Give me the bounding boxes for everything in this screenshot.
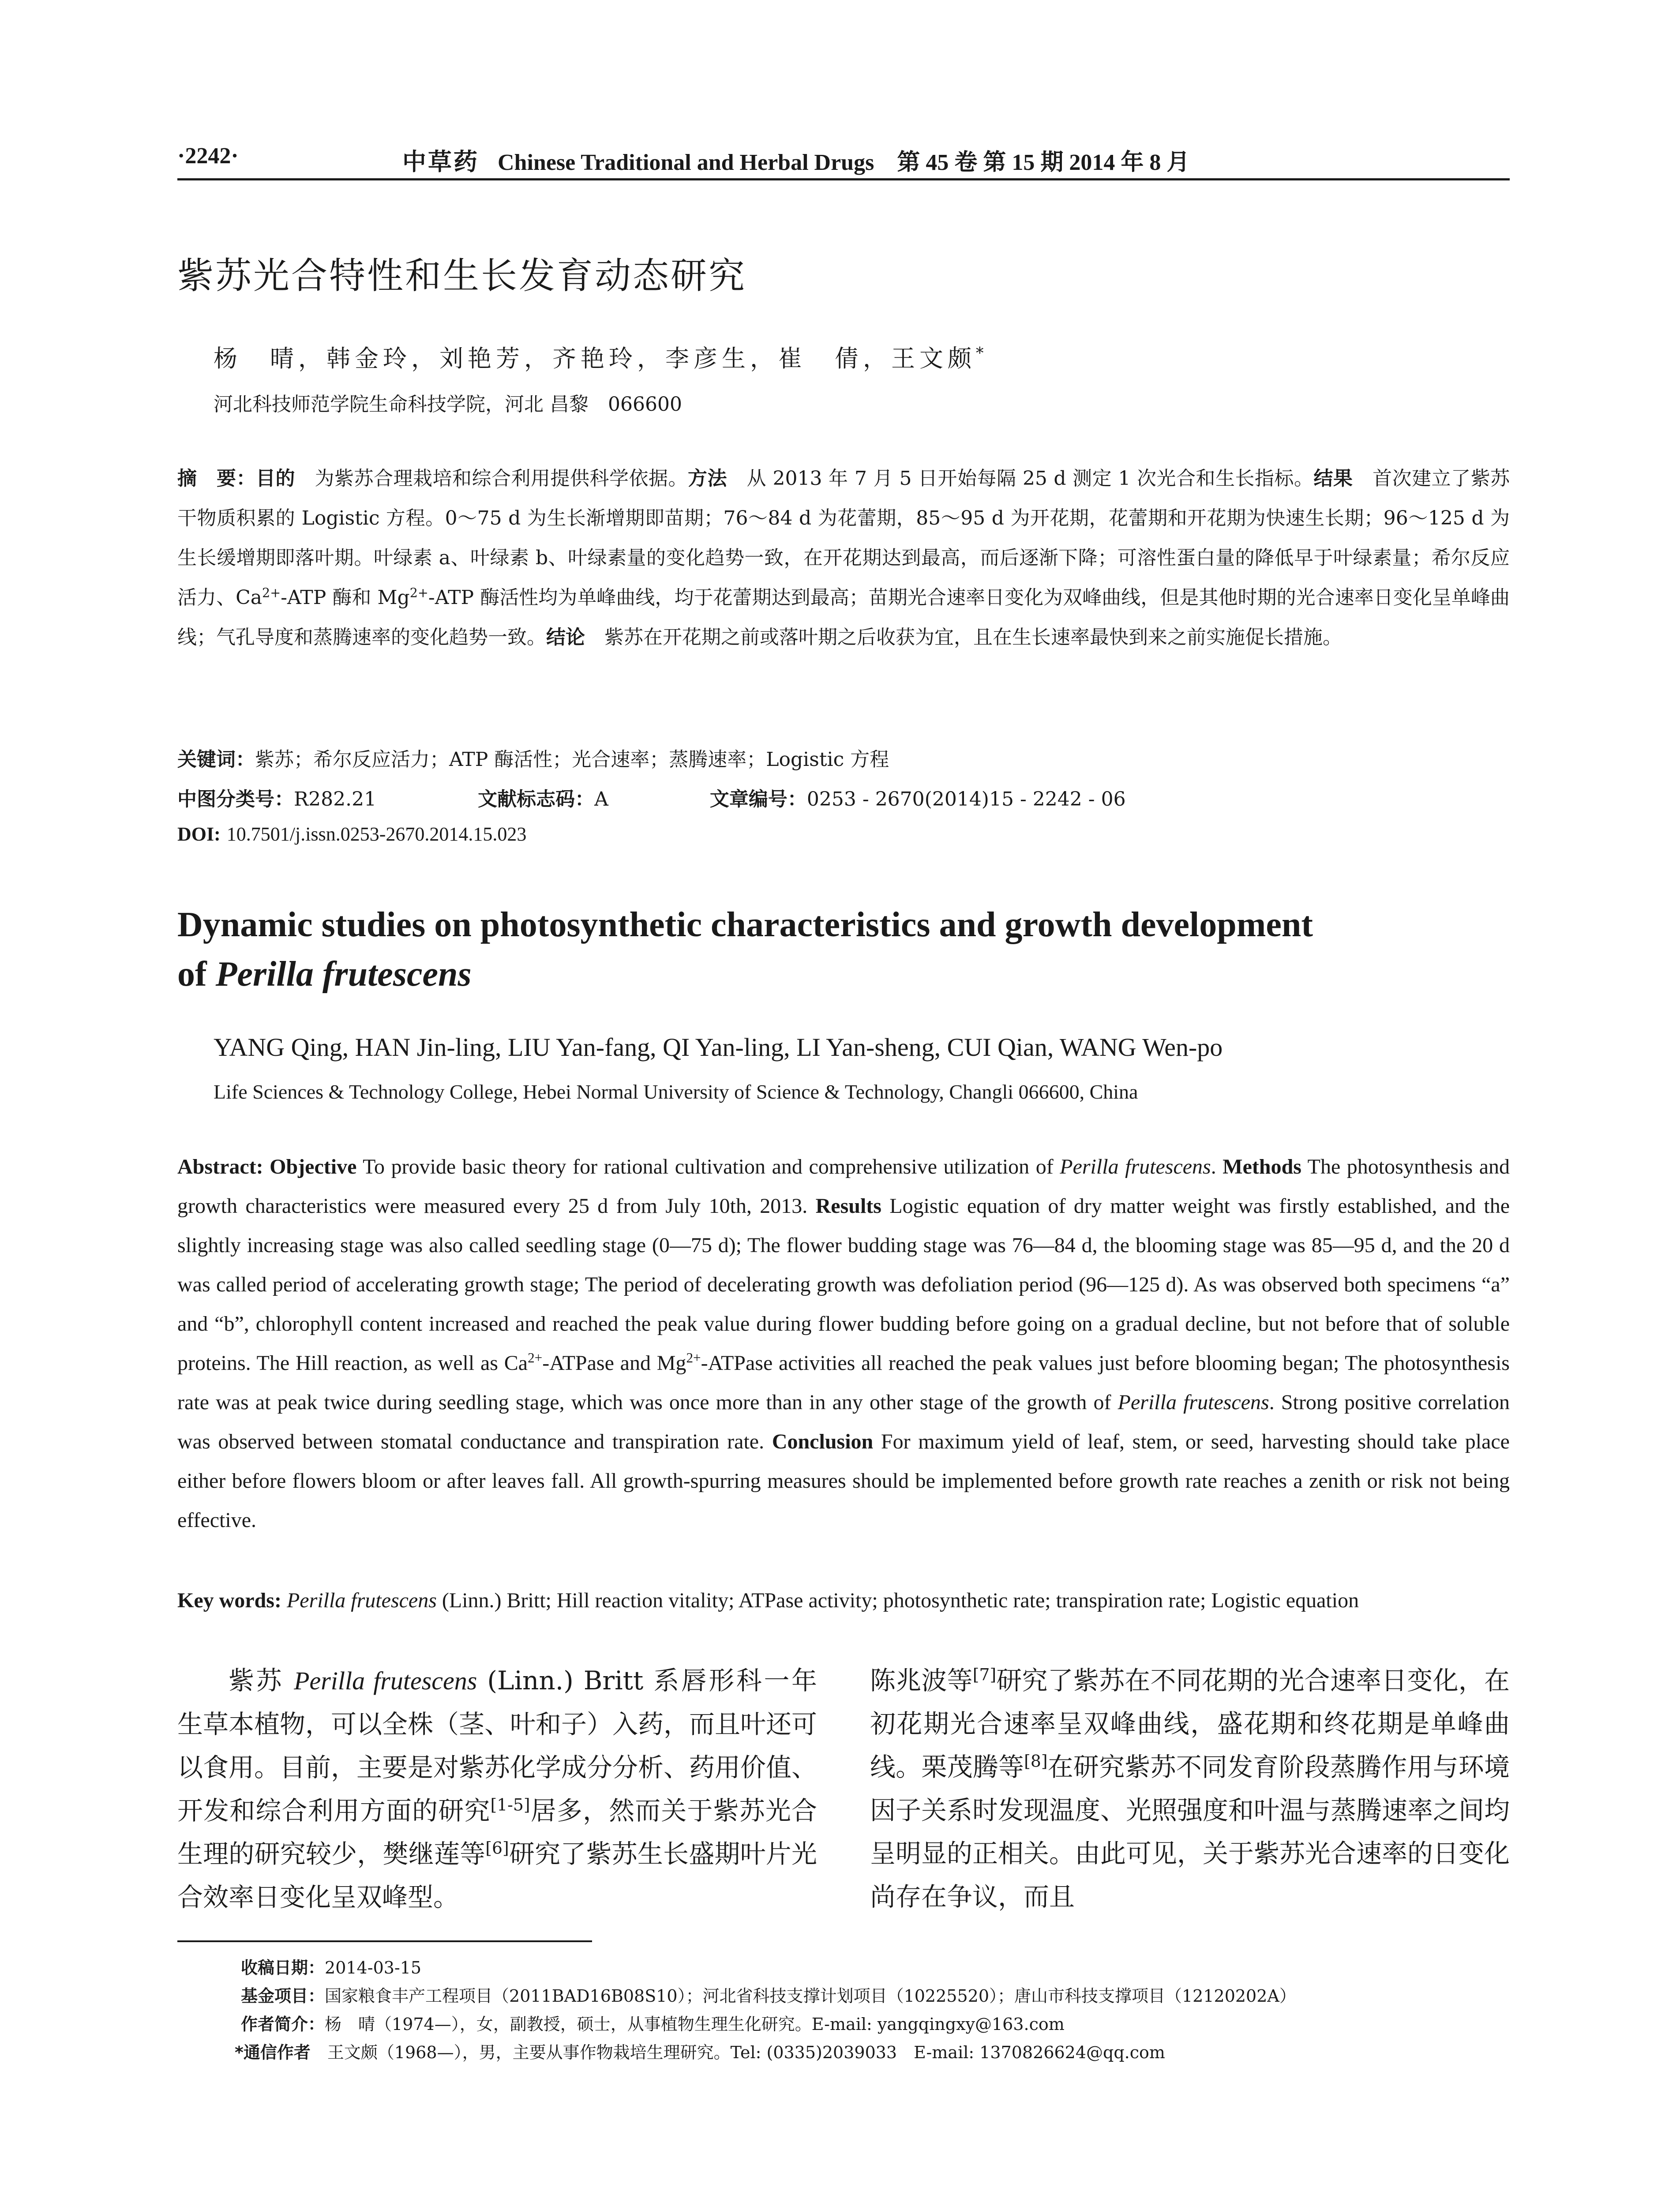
running-header	[177, 138, 1510, 180]
results-en-2: -ATPase and Mg	[542, 1351, 686, 1375]
body-paragraph	[177, 1659, 817, 1919]
keywords-en	[177, 1588, 1527, 1613]
abstract-en	[177, 1147, 1510, 1540]
doi-label: DOI:	[177, 823, 221, 845]
keywords-species: Perilla frutescens	[281, 1589, 437, 1612]
citation[interactable]: [1-5]	[490, 1795, 530, 1815]
superscript: 2+	[409, 585, 428, 600]
keywords-label-en: Key words:	[177, 1589, 281, 1612]
article-no-label: 文章编号：	[709, 788, 807, 810]
body-text: 研究了紫苏生长盛期叶片光合效率日变化呈双峰型。	[177, 1839, 817, 1912]
footnote-label: 收稿日期：	[241, 1958, 325, 1977]
species-name: Perilla frutescens	[1060, 1155, 1211, 1178]
abstract-label-en: Abstract: Objective	[177, 1155, 357, 1178]
article-no-value: 0253 - 2670(2014)15 - 2242 - 06	[806, 788, 1126, 810]
body-column-right	[870, 1659, 1510, 1918]
authors-cn-list: 杨 晴，韩金玲，刘艳芳，齐艳玲，李彦生，崔 倩，王文颇	[214, 345, 976, 372]
methods-label-en: Methods	[1222, 1155, 1301, 1178]
conclusion-cn: 紫苏在开花期之前或落叶期之后收获为宜，且在生长速率最快到来之前实施促长措施。	[585, 626, 1342, 649]
journal-issue: 第 45 卷 第 15 期 2014 年 8 月	[897, 150, 1190, 175]
authors-en: YANG Qing, HAN Jin-ling, LIU Yan-fang, QI Yan-ling, LI Yan-sheng, CUI Qian, WANG Wen-po	[214, 1033, 1223, 1062]
results-en-3: -ATPase activities all reached the peak values just before blooming began; The photosynthesis rate was at peak twice during seedling stage, which was once more than in any other stage of the growth of	[177, 1351, 1510, 1414]
title-en-species: Perilla frutescens	[215, 955, 472, 994]
objective-label-cn: 目的	[256, 467, 296, 490]
affiliation-cn: 河北科技师范学院生命科技学院，河北 昌黎 066600	[214, 393, 682, 416]
header-rule	[177, 178, 1510, 180]
footnote-text: 杨 晴（1974—），女，副教授，硕士，从事植物生理生化研究。E-mail: yangqingxy@163.com	[325, 2015, 1065, 2034]
body-text: 研究了紫苏在不同花期的光合速率日变化，在初花期光合速率呈双峰曲线，盛花期和终花期是单峰曲线。栗茂腾等	[870, 1666, 1510, 1782]
body-column-left	[177, 1659, 817, 1919]
footnote-corresponding	[235, 2038, 1520, 2067]
title-en-line-2	[177, 949, 1527, 999]
journal-info	[402, 143, 1189, 177]
objective-en: To provide basic theory for rational cultivation and comprehensive utilization of	[356, 1155, 1060, 1178]
keywords-label-cn: 关键词：	[177, 748, 255, 771]
keywords-cn	[177, 743, 1510, 772]
keywords-en-text: (Linn.) Britt; Hill reaction vitality; ATPase activity; photosynthetic rate; transpiration rate; Logistic equation	[436, 1589, 1359, 1612]
body-text: 紫苏	[229, 1666, 294, 1696]
results-cn-3: -ATP 酶活性均为单峰曲线，均于花蕾期达到最高；苗期光合速率日变化为双峰曲线，但是其他时期的光合速率日变化呈单峰曲线；气孔导度和蒸腾速率的变化趋势一致。	[177, 586, 1510, 649]
title-en-prefix: of	[177, 955, 216, 994]
keywords-cn-text: 紫苏；希尔反应活力；ATP 酶活性；光合速率；蒸腾速率；Logistic 方程	[255, 748, 889, 771]
citation[interactable]: [8]	[1024, 1751, 1048, 1771]
doi-line	[177, 823, 1510, 845]
citation[interactable]: [6]	[485, 1838, 509, 1858]
body-text: 陈兆波等	[870, 1666, 973, 1696]
affiliation-en: Life Sciences & Technology College, Hebei Normal University of Science & Technology, Changli 066600, China	[214, 1080, 1138, 1103]
footnote-text: 国家粮食丰产工程项目（2011BAD16B08S10）；河北省科技支撑计划项目（10225520）；唐山市科技支撑项目（12120202A）	[325, 1986, 1296, 2006]
results-label-cn: 结果	[1313, 467, 1353, 490]
doi-link[interactable]: 10.7501/j.issn.0253-2670.2014.15.023	[226, 823, 527, 845]
doc-code-label: 文献标志码：	[478, 788, 595, 810]
results-cn-2: -ATP 酶和 Mg	[281, 586, 410, 609]
footnote-label: 作者简介：	[241, 2015, 325, 2034]
authors-cn	[214, 340, 988, 374]
superscript: 2+	[528, 1350, 543, 1366]
body-text: (Linn.) Britt 系唇形科一年生草本植物，可以全株（茎、叶和子）入药，而且叶还可以食用。目前，主要是对紫苏化学成分分析、药用价值、开发和综合利用方面的研究	[177, 1666, 818, 1826]
superscript: 2+	[686, 1350, 701, 1366]
clc-value: R282.21	[294, 788, 377, 810]
methods-en: The photosynthesis and growth characteristics were measured every 25 d from July 10th, 2013.	[177, 1155, 1510, 1218]
footnote-text: 2014-03-15	[325, 1958, 422, 1977]
footnote-text: 王文颇（1968—），男，主要从事作物栽培生理研究。Tel: (0335)2039033 E-mail: 1370826624@qq.com	[310, 2043, 1165, 2062]
citation[interactable]: [7]	[972, 1665, 997, 1685]
punctuation: .	[1211, 1155, 1223, 1178]
body-paragraph	[870, 1659, 1510, 1918]
corresponding-mark: *	[976, 344, 988, 362]
footnote-fund	[241, 1982, 1520, 2010]
species-name: Perilla frutescens	[294, 1666, 477, 1695]
abstract-cn	[177, 459, 1510, 657]
results-en-4: . Strong positive correlation was observed between stomatal conductance and transpiration rate.	[177, 1391, 1510, 1453]
footnote-received	[241, 1954, 1520, 1982]
body-text: 在研究紫苏不同发育阶段蒸腾作用与环境因子关系时发现温度、光照强度和叶温与蒸腾速率之间均呈明显的正相关。由此可见，关于紫苏光合速率的日变化尚存在争议，而且	[870, 1752, 1510, 1912]
species-name: Perilla frutescens	[1118, 1391, 1269, 1414]
title-en-line-1: Dynamic studies on photosynthetic characteristics and growth development	[177, 905, 1313, 944]
footnote-author	[241, 2010, 1520, 2038]
conclusion-label-en: Conclusion	[772, 1430, 874, 1453]
conclusion-en: For maximum yield of leaf, stem, or seed, harvesting should take place either before flowers bloom or after leaves fall. All growth-spurring measures should be implemented before growth rate reaches a zenith or risk not being effective.	[177, 1430, 1510, 1532]
conclusion-label-cn: 结论	[546, 626, 585, 649]
clc-label: 中图分类号：	[177, 788, 294, 810]
abstract-label-cn: 摘 要：	[177, 467, 256, 490]
results-en-1: Logistic equation of dry matter weight was firstly established, and the slightly increasing stage was also called seedling stage (0—75 d); The flower budding stage was 76—84 d, the blooming stage was 85—95 d, and the 20 d was called period of accelerating growth stage; The period of decelerating growth was defoliation period (96—125 d). As was observed both specimens “a” and “b”, chlorophyll content increased and reached the peak value during flower budding before going on a gradual decline, but not before that of soluble proteins. The Hill reaction, as well as Ca	[177, 1194, 1510, 1375]
title-en	[177, 900, 1527, 999]
results-cn-1: 首次建立了紫苏干物质积累的 Logistic 方程。0～75 d 为生长渐增期即苗期；76～84 d 为花蕾期，85～95 d 为开花期，花蕾期和开花期为快速生长期；96～125 d 为生长缓增期即落叶期。叶绿素 a、叶绿素 b、叶绿素量的变化趋势一致，在开花期达到最高，而后逐渐下降；可溶性蛋白量的降低早于叶绿素量；希尔反应活力、Ca	[177, 467, 1510, 609]
classification-line	[177, 783, 1510, 811]
footnotes	[235, 1954, 1520, 2067]
footnote-label: *通信作者	[235, 2043, 311, 2062]
title-cn: 紫苏光合特性和生长发育动态研究	[177, 255, 747, 297]
journal-name-en: Chinese Traditional and Herbal Drugs	[498, 150, 874, 175]
footnote-label: 基金项目：	[241, 1986, 325, 2006]
journal-name-cn: 中草药	[402, 147, 479, 176]
objective-cn: 为紫苏合理栽培和综合利用提供科学依据。	[295, 467, 688, 490]
methods-cn: 从 2013 年 7 月 5 日开始每隔 25 d 测定 1 次光合和生长指标。	[727, 467, 1314, 490]
doc-code-value: A	[594, 788, 608, 810]
footnote-rule	[177, 1940, 592, 1942]
results-label-en: Results	[815, 1194, 881, 1218]
page-number: ·2242·	[177, 143, 239, 169]
superscript: 2+	[262, 585, 281, 600]
methods-label-cn: 方法	[688, 467, 728, 490]
body-text: 居多，然而关于紫苏光合生理的研究较少，樊继莲等	[177, 1796, 817, 1869]
